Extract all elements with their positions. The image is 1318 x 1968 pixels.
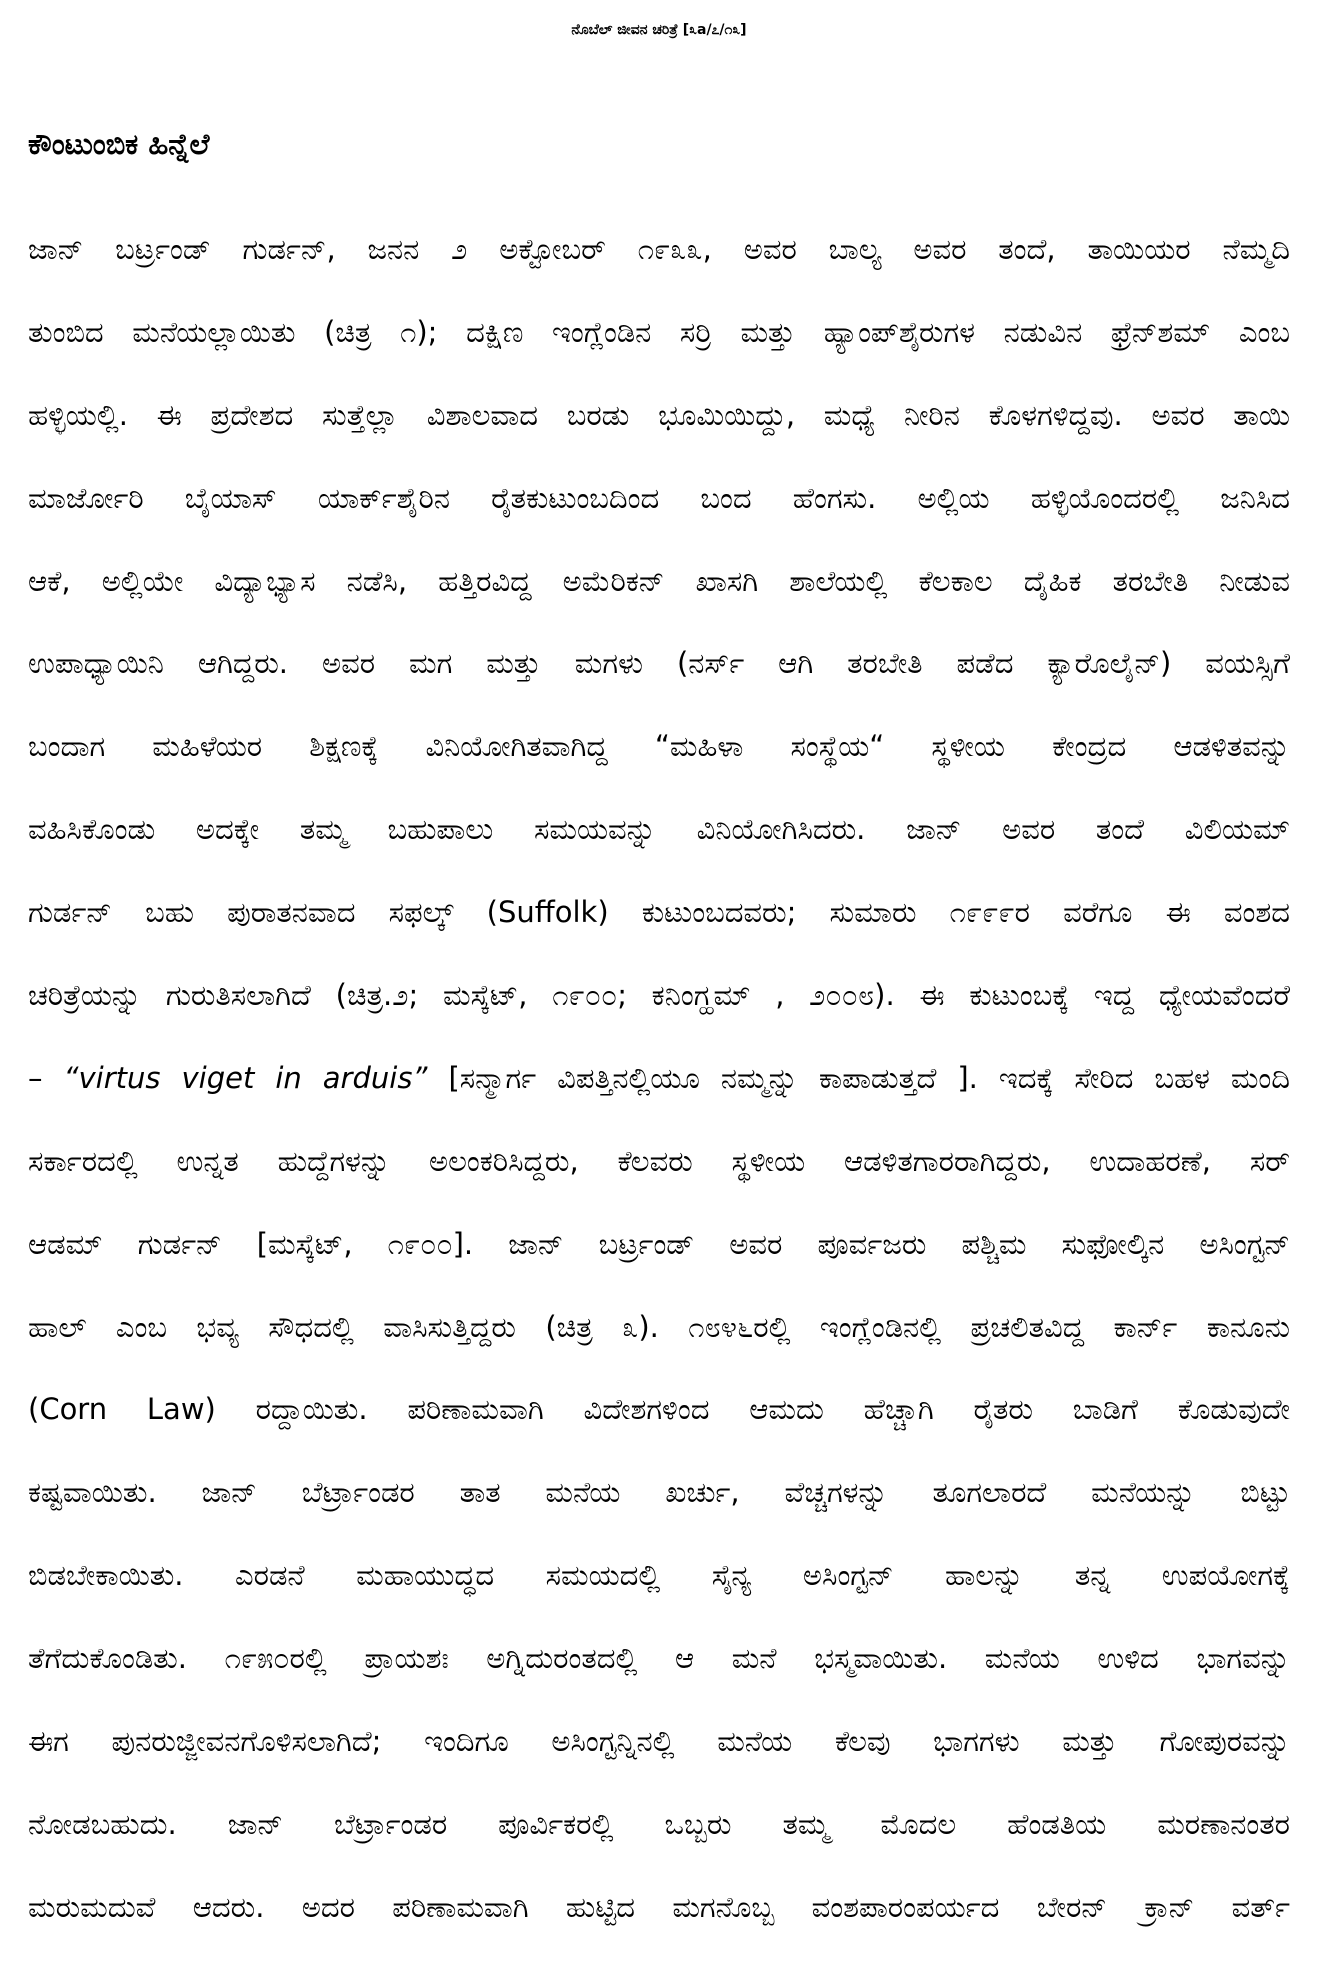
body-line: ಆಡಮ್ ಗುರ್ಡನ್ [ಮಸ್ಕೆಟ್, ೧೯೦೦]. ಜಾನ್ ಬರ್ಟ್ರಂಡ್ ಅವರ ಪೂರ್ವಜರು ಪಶ್ಚಿಮ ಸುಫೋಲ್ಕಿನ ಅಸಿಂಗ್ಟನ್	[28, 1226, 1290, 1261]
section-heading: ಕೌಂಟುಂಬಿಕ ಹಿನ್ನೆಲೆ	[28, 127, 210, 161]
body-line: ಚರಿತ್ರೆಯನ್ನು ಗುರುತಿಸಲಾಗಿದೆ (ಚಿತ್ರ.೨; ಮಸ್ಕೆಟ್, ೧೯೦೦; ಕನಿಂಗ್ಹಮ್ , ೨೦೦೮). ಈ ಕುಟುಂಬಕ್ಕೆ ಇದ್ದ ಧ್ಯೇಯವೆಂದರೆ	[28, 978, 1290, 1013]
body-line: ಹಳ್ಳಿಯಲ್ಲಿ. ಈ ಪ್ರದೇಶದ ಸುತ್ತೆಲ್ಲಾ ವಿಶಾಲವಾದ ಬರಡು ಭೂಮಿಯಿದ್ದು, ಮಧ್ಯೆ ನೀರಿನ ಕೊಳಗಳಿದ್ದವು. ಅವರ ತಾಯಿ	[28, 397, 1290, 432]
body-line: ಕಷ್ಟವಾಯಿತು. ಜಾನ್ ಬೆರ್ಟ್ರಾಂಡರ ತಾತ ಮನೆಯ ಖರ್ಚು, ವೆಚ್ಚಗಳನ್ನು ತೂಗಲಾರದೆ ಮನೆಯನ್ನು ಬಿಟ್ಟು	[28, 1475, 1290, 1510]
motto-dash: –	[28, 1060, 43, 1095]
body-line: ಜಾನ್ ಬರ್ಟ್ರಂಡ್ ಗುರ್ಡನ್, ಜನನ ೨ ಅಕ್ಟೋಬರ್ ೧೯೩೩, ಅವರ ಬಾಲ್ಯ ಅವರ ತಂದೆ, ತಾಯಿಯರ ನೆಮ್ಮದಿ	[28, 232, 1290, 266]
body-line: ತೆಗೆದುಕೊಂಡಿತು. ೧೯೫೦ರಲ್ಲಿ ಪ್ರಾಯಶಃ ಅಗ್ನಿದುರಂತದಲ್ಲಿ ಆ ಮನೆ ಭಸ್ಮವಾಯಿತು. ಮನೆಯ ಉಳಿದ ಭಾಗವನ್ನು	[28, 1641, 1290, 1676]
body-line: ಬಂದಾಗ ಮಹಿಳೆಯರ ಶಿಕ್ಷಣಕ್ಕೆ ವಿನಿಯೋಗಿತವಾಗಿದ್ದ “ಮಹಿಳಾ ಸಂಸ್ಥೆಯ“ ಸ್ಥಳೀಯ ಕೇಂದ್ರದ ಆಡಳಿತವನ್ನು	[28, 729, 1290, 764]
latin-motto: “virtus viget in arduis”	[63, 1060, 428, 1095]
body-line: ಹಾಲ್ ಎಂಬ ಭವ್ಯ ಸೌಧದಲ್ಲಿ ವಾಸಿಸುತ್ತಿದ್ದರು (ಚಿತ್ರ ೩). ೧೮೪೬ರಲ್ಲಿ ಇಂಗ್ಲೆಂಡಿನಲ್ಲಿ ಪ್ರಚಲಿತವಿದ್ದ ಕಾರ್ನ್ ಕಾನೂನು	[28, 1309, 1290, 1344]
body-line: ಆಕೆ, ಅಲ್ಲಿಯೇ ವಿದ್ಯಾಭ್ಯಾಸ ನಡೆಸಿ, ಹತ್ತಿರವಿದ್ದ ಅಮೆರಿಕನ್ ಖಾಸಗಿ ಶಾಲೆಯಲ್ಲಿ ಕೆಲಕಾಲ ದೈಹಿಕ ತರಬೇತಿ ನೀಡುವ	[28, 563, 1290, 598]
body-line: ತುಂಬಿದ ಮನೆಯಲ್ಲಾಯಿತು (ಚಿತ್ರ ೧); ದಕ್ಷಿಣ ಇಂಗ್ಲೆಂಡಿನ ಸರ್ರಿ ಮತ್ತು ಹ್ಯಾಂಪ್‌ಶೈರುಗಳ ನಡುವಿನ ಫ್ರೆನ್‌ಶಮ್ ಎಂಬ	[28, 314, 1290, 349]
body-line: (Corn Law) ರದ್ದಾಯಿತು. ಪರಿಣಾಮವಾಗಿ ವಿದೇಶಗಳಿಂದ ಆಮದು ಹೆಚ್ಚಾಗಿ ರೈತರು ಬಾಡಿಗೆ ಕೊಡುವುದೇ	[28, 1392, 1290, 1427]
body-line: ಉಪಾಧ್ಯಾಯಿನಿ ಆಗಿದ್ದರು. ಅವರ ಮಗ ಮತ್ತು ಮಗಳು (ನರ್ಸ್ ಆಗಿ ತರಬೇತಿ ಪಡೆದ ಕ್ಯಾರೊಲೈನ್) ವಯಸ್ಸಿಗೆ	[28, 646, 1290, 681]
motto-line	[28, 1056, 1290, 1139]
motto-line-rest: [ಸನ್ಮಾರ್ಗ ವಿಪತ್ತಿನಲ್ಲಿಯೂ ನಮ್ಮನ್ನು ಕಾಪಾಡುತ್ತದೆ ]. ಇದಕ್ಕೆ ಸೇರಿದ ಬಹಳ ಮಂದಿ	[427, 1060, 1290, 1095]
body-line: ನೋಡಬಹುದು. ಜಾನ್ ಬೆರ್ಟ್ರಾಂಡರ ಪೂರ್ವಿಕರಲ್ಲಿ ಒಬ್ಬರು ತಮ್ಮ ಮೊದಲ ಹೆಂಡತಿಯ ಮರಣಾನಂತರ	[28, 1806, 1290, 1841]
body-line: ಬಿಡಬೇಕಾಯಿತು. ಎರಡನೆ ಮಹಾಯುದ್ಧದ ಸಮಯದಲ್ಲಿ ಸೈನ್ಯ ಅಸಿಂಗ್ಟನ್ ಹಾಲನ್ನು ತನ್ನ ಉಪಯೋಗಕ್ಕೆ	[28, 1558, 1290, 1593]
body-line: ಮಾರ್ಜೋರಿ ಬೈಯಾಸ್ ಯಾರ್ಕ್‌ಶೈರಿನ ರೈತಕುಟುಂಬದಿಂದ ಬಂದ ಹೆಂಗಸು. ಅಲ್ಲಿಯ ಹಳ್ಳಿಯೊಂದರಲ್ಲಿ ಜನಿಸಿದ	[28, 480, 1290, 515]
body-line: ಸರ್ಕಾರದಲ್ಲಿ ಉನ್ನತ ಹುದ್ದೆಗಳನ್ನು ಅಲಂಕರಿಸಿದ್ದರು, ಕೆಲವರು ಸ್ಥಳೀಯ ಆಡಳಿತಗಾರರಾಗಿದ್ದರು, ಉದಾಹರಣೆ, ಸರ್	[28, 1143, 1290, 1178]
body-line: ಗುರ್ಡನ್ ಬಹು ಪುರಾತನವಾದ ಸಫಲ್ಕ್ (Suffolk) ಕುಟುಂಬದವರು; ಸುಮಾರು ೧೯೯೯ರ ವರೆಗೂ ಈ ವಂಶದ	[28, 895, 1290, 930]
document-title: ನೊಬೆಲ್ ಜೀವನ ಚರಿತ್ರೆ [೩a/೭/೧೩]	[571, 22, 747, 38]
body-line: ಮರುಮದುವೆ ಆದರು. ಅದರ ಪರಿಣಾಮವಾಗಿ ಹುಟ್ಟಿದ ಮಗನೊಬ್ಬ ವಂಶಪಾರಂಪರ್ಯದ ಬೇರನ್ ಕ್ರಾನ್ ವರ್ತ್	[28, 1889, 1290, 1924]
body-line: ಈಗ ಪುನರುಜ್ಜೀವನಗೊಳಿಸಲಾಗಿದೆ; ಇಂದಿಗೂ ಅಸಿಂಗ್ಟನ್ನಿನಲ್ಲಿ ಮನೆಯ ಕೆಲವು ಭಾಗಗಳು ಮತ್ತು ಗೋಪುರವನ್ನು	[28, 1724, 1290, 1759]
body-line: ವಹಿಸಿಕೊಂಡು ಅದಕ್ಕೇ ತಮ್ಮ ಬಹುಪಾಲು ಸಮಯವನ್ನು ವಿನಿಯೋಗಿಸಿದರು. ಜಾನ್ ಅವರ ತಂದೆ ವಿಲಿಯಮ್	[28, 812, 1290, 847]
body-paragraph	[28, 227, 1290, 1968]
